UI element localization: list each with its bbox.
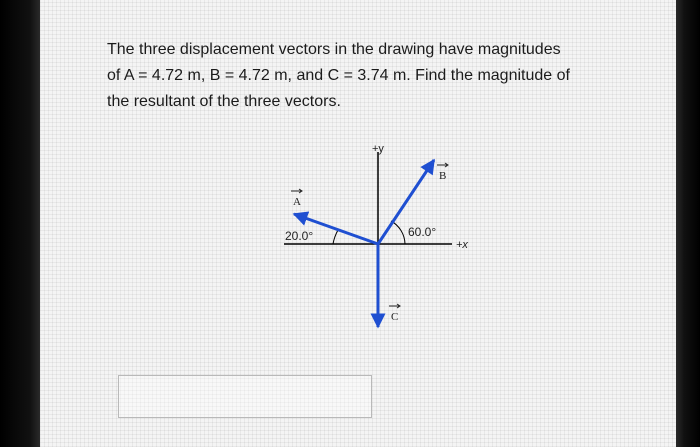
question-line-1: The three displacement vectors in the drawing have magnitudes xyxy=(107,41,561,58)
angle-b-label: 60.0° xyxy=(408,225,437,239)
angle-a-label: 20.0° xyxy=(285,229,314,243)
vector-c-label: C xyxy=(391,311,399,323)
y-axis-label: +y xyxy=(372,143,384,155)
answer-input[interactable] xyxy=(118,375,372,418)
question-line-2: of A = 4.72 m, B = 4.72 m, and C = 3.74 m. Find the magnitude of xyxy=(107,67,570,84)
angle-a-arc xyxy=(333,230,338,244)
angle-b-arc xyxy=(391,221,405,244)
question-line-3: the resultant of the three vectors. xyxy=(107,93,341,110)
vector-b-label: B xyxy=(439,170,447,182)
vector-a-label: A xyxy=(293,196,301,208)
x-axis-label: +x xyxy=(456,239,468,251)
